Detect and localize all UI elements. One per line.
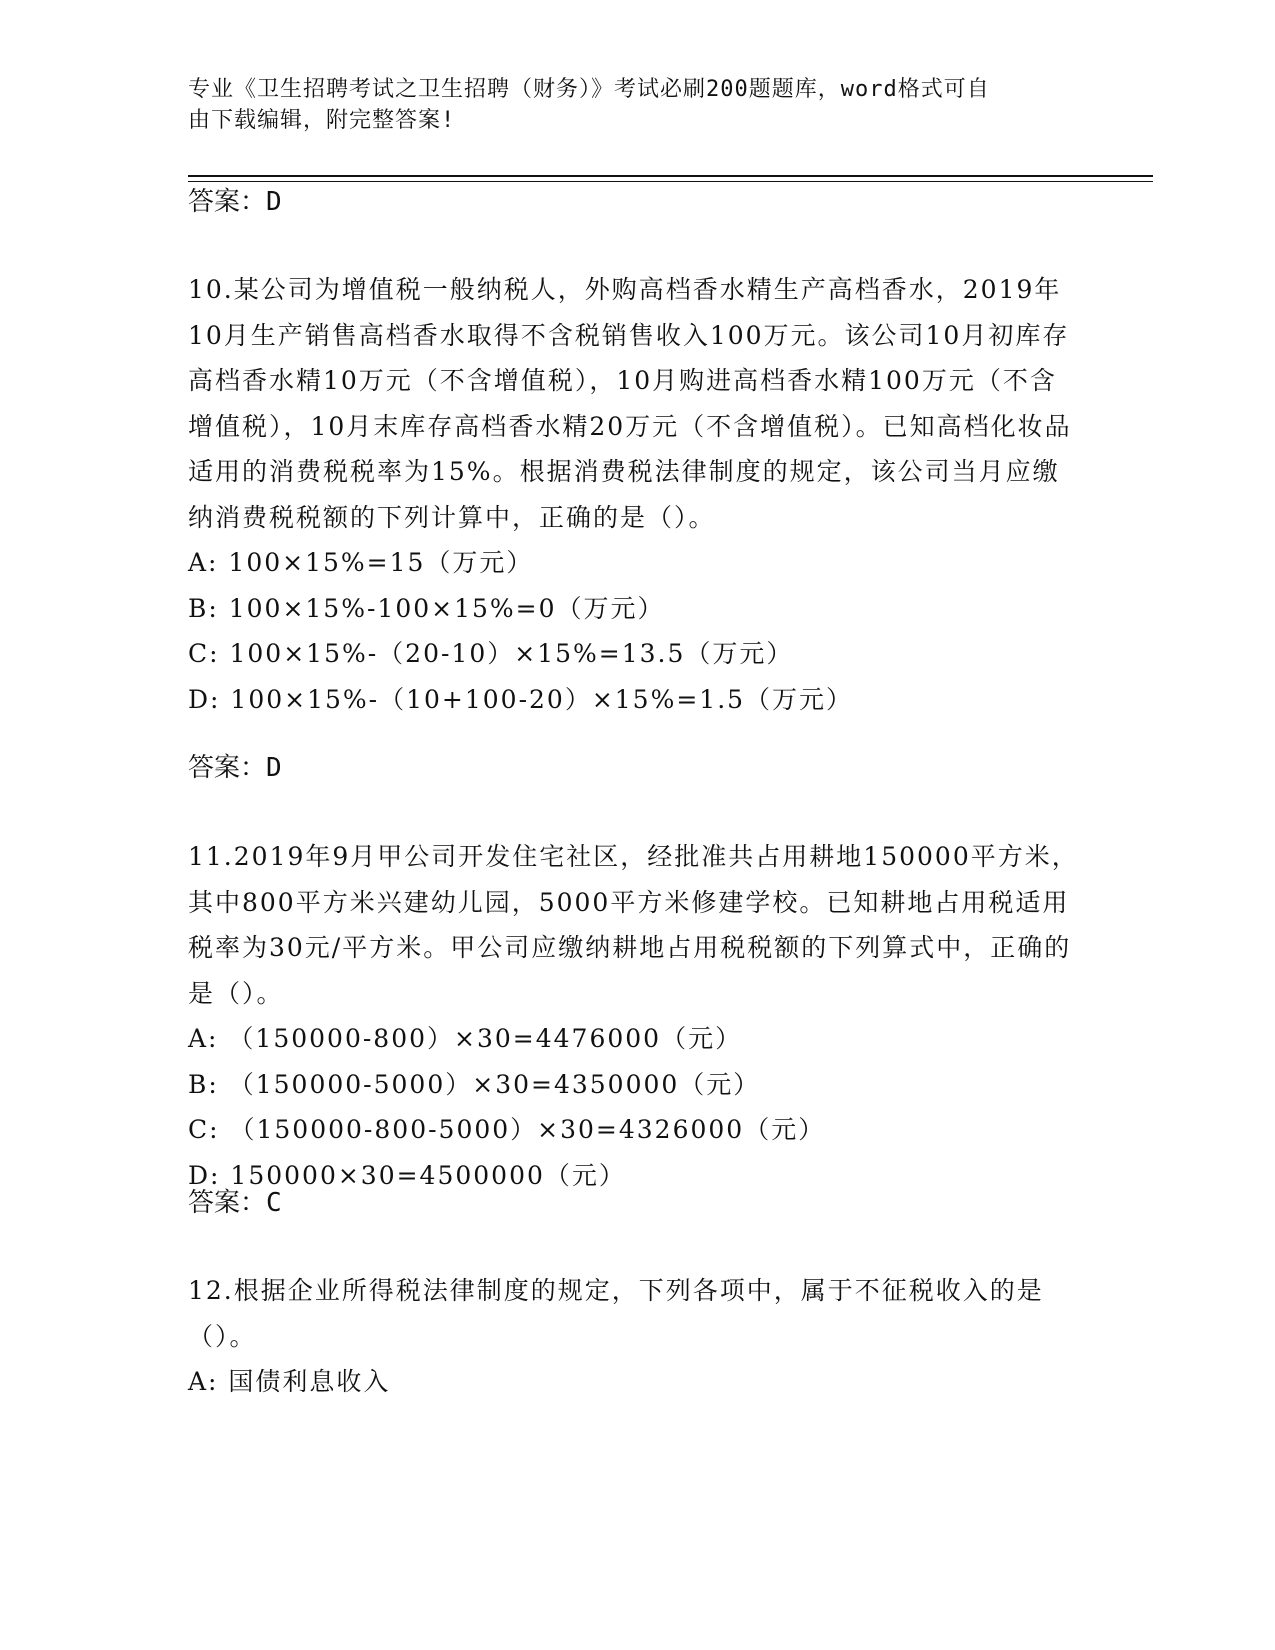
option-a: A: （150000-800）×30=4476000（元） xyxy=(188,1024,743,1053)
option-c: C: （150000-800-5000）×30=4326000（元） xyxy=(188,1115,826,1144)
question-10 xyxy=(188,267,1080,722)
question-stem: 12.根据企业所得税法律制度的规定，下列各项中，属于不征税收入的是（）。 xyxy=(188,1276,1044,1351)
header-rule-thick xyxy=(188,175,1153,177)
document-header xyxy=(188,74,1058,136)
question-11 xyxy=(188,834,1080,1198)
option-a: A: 100×15%=15（万元） xyxy=(188,548,534,577)
option-b: B: 100×15%-100×15%=0（万元） xyxy=(188,593,665,623)
option-b: B: （150000-5000）×30=4350000（元） xyxy=(188,1069,761,1099)
header-line-1: 专业《卫生招聘考试之卫生招聘（财务）》考试必刷200题题库，word格式可自 xyxy=(188,77,990,102)
option-d: D: 150000×30=4500000（元） xyxy=(188,1160,626,1190)
option-d: D: 100×15%-（10+100-20）×15%=1.5（万元） xyxy=(188,684,854,714)
question-12 xyxy=(188,1268,1080,1405)
option-a: A: 国债利息收入 xyxy=(188,1367,391,1396)
option-c: C: 100×15%-（20-10）×15%=13.5（万元） xyxy=(188,639,794,668)
answer-11: 答案：C xyxy=(188,1188,282,1218)
header-rule-thin xyxy=(188,181,1153,182)
answer-10: 答案：D xyxy=(188,753,282,783)
header-line-2: 由下载编辑，附完整答案! xyxy=(188,108,456,133)
question-stem: 11.2019年9月甲公司开发住宅社区，经批准共占用耕地150000平方米，其中800平方米兴建幼儿园，5000平方米修建学校。已知耕地占用税适用税率为30元/平方米。甲公司应缴纳耕地占用税税额的下列算式中，正确的是（）。 xyxy=(188,842,1079,1008)
question-stem: 10.某公司为增值税一般纳税人，外购高档香水精生产高档香水，2019年10月生产销售高档香水取得不含税销售收入100万元。该公司10月初库存高档香水精10万元（不含增值税），10月购进高档香水精100万元（不含增值税），10月末库存高档香水精20万元（不含增值税）。已知高档化妆品适用的消费税税率为15%。根据消费税法律制度的规定，该公司当月应缴纳消费税税额的下列计算中，正确的是（）。 xyxy=(188,275,1072,532)
previous-answer: 答案：D xyxy=(188,187,282,217)
